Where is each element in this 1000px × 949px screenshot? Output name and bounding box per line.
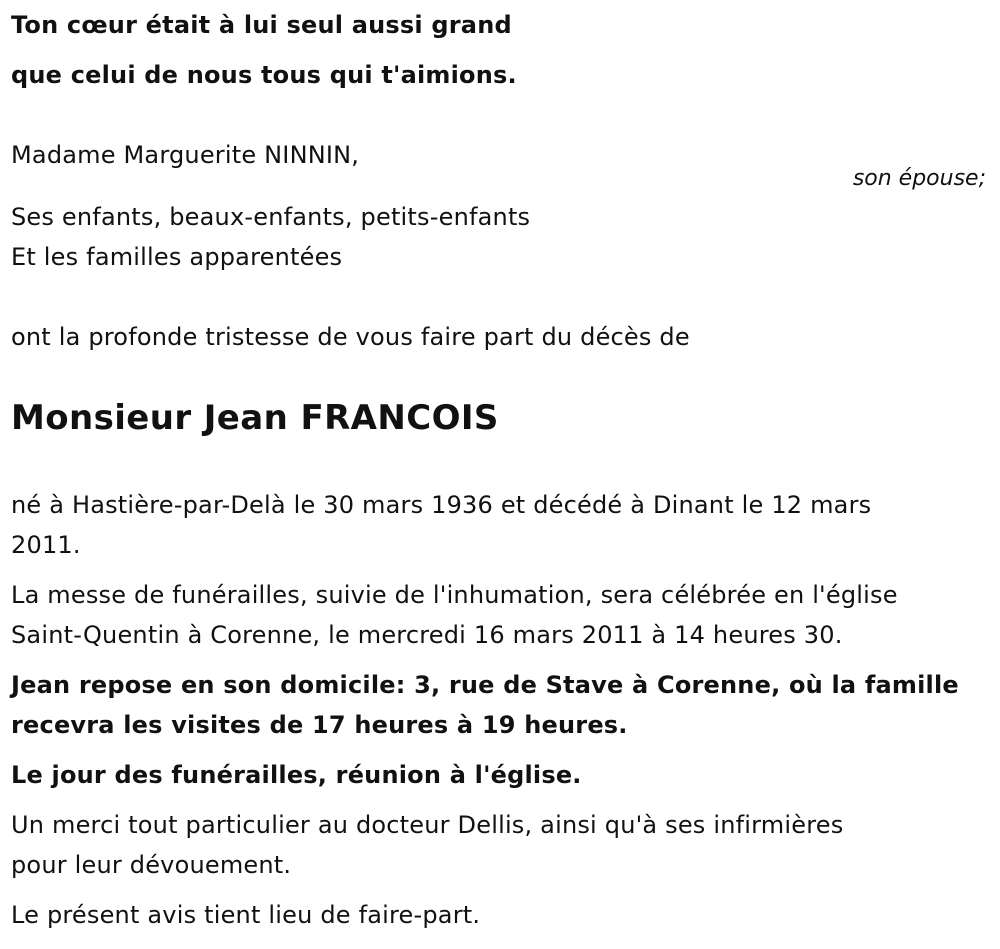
funeral-line-1: La messe de funérailles, suivie de l'inhumation, sera célébrée en l'église <box>11 581 898 609</box>
thanks-line-1: Un merci tout particulier au docteur Dellis, ainsi qu'à ses infirmières <box>11 811 844 839</box>
birth-death-line-1: né à Hastière-par-Delà le 30 mars 1936 et décédé à Dinant le 12 mars <box>11 491 872 519</box>
funeral-line-2: Saint-Quentin à Corenne, le mercredi 16 mars 2011 à 14 heures 30. <box>11 621 843 649</box>
visitation-line-1: Jean repose en son domicile: 3, rue de Stave à Corenne, où la famille <box>11 671 959 699</box>
deceased-name: Monsieur Jean FRANCOIS <box>11 398 499 438</box>
epitaph-line-2: que celui de nous tous qui t'aimions. <box>11 61 517 89</box>
visitation-line-2: recevra les visites de 17 heures à 19 heures. <box>11 711 628 739</box>
relatives-line: Et les familles apparentées <box>11 243 343 271</box>
notice-line: Le présent avis tient lieu de faire-part. <box>11 901 481 929</box>
meeting-line: Le jour des funérailles, réunion à l'église. <box>11 761 582 789</box>
spouse-role: son épouse; <box>852 166 986 191</box>
spouse-name: Madame Marguerite NINNIN, <box>11 141 360 169</box>
announcement-text: ont la profonde tristesse de vous faire part du décès de <box>11 323 690 351</box>
children-line: Ses enfants, beaux-enfants, petits-enfants <box>11 203 531 231</box>
birth-death-line-2: 2011. <box>11 531 81 559</box>
thanks-line-2: pour leur dévouement. <box>11 851 292 879</box>
epitaph-line-1: Ton cœur était à lui seul aussi grand <box>11 11 512 39</box>
